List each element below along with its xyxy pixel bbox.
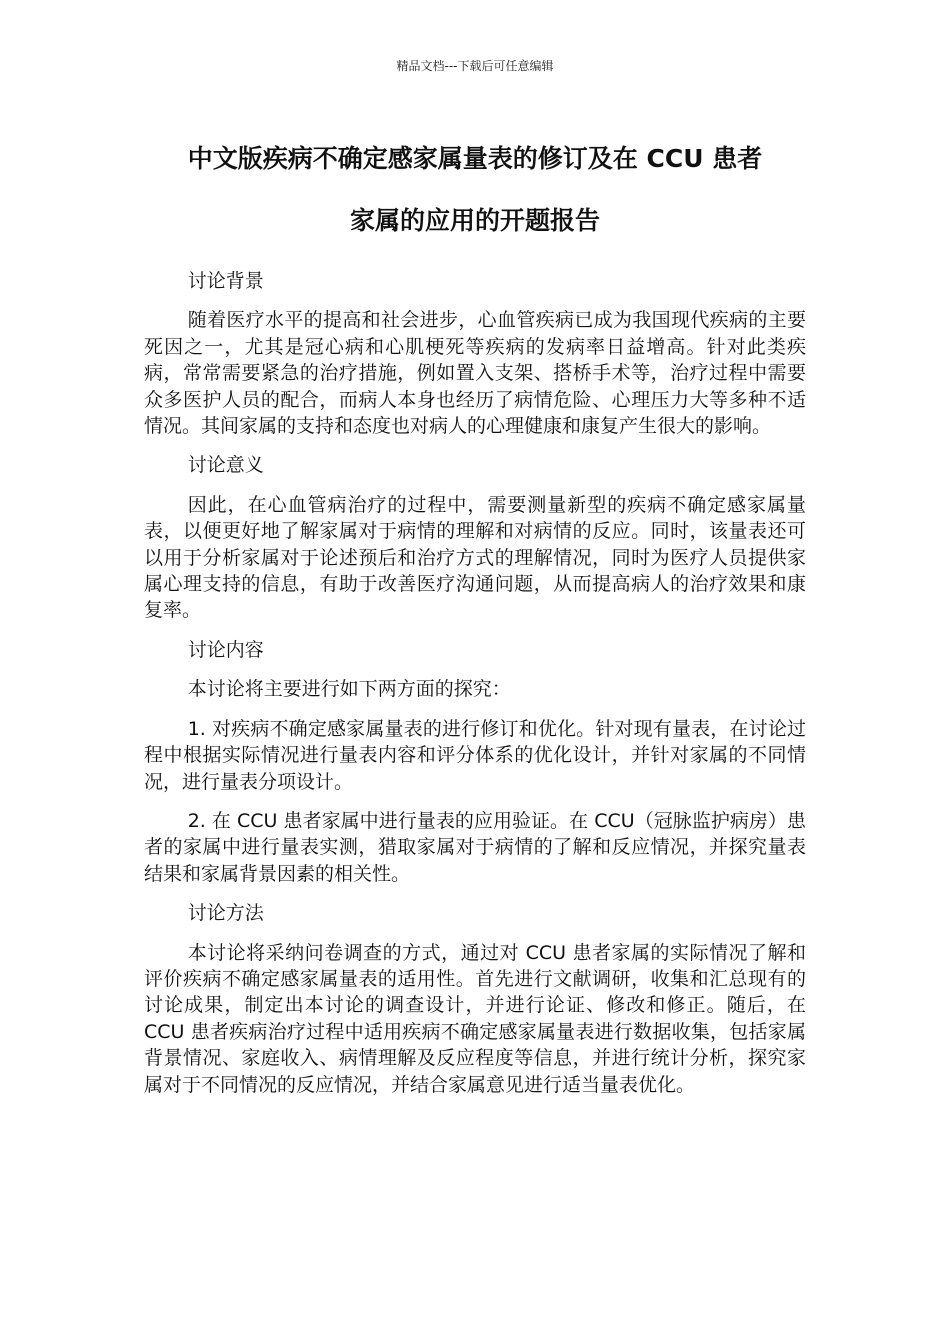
- content-item-1-paragraph: 1. 对疾病不确定感家属量表的进行修订和优化。针对现有量表，在讨论过程中根据实际情况进行量表内容和评分体系的优化设计，并针对家属的不同情况，进行量表分项设计。: [144, 717, 806, 793]
- section-heading-content: 讨论内容: [187, 638, 264, 661]
- section-heading-background: 讨论背景: [187, 270, 264, 292]
- method-paragraph: 本讨论将采纳问卷调查的方式，通过对 CCU 患者家属的实际情况了解和评价疾病不确定感家属量表的适用性。首先进行文献调研，收集和汇总现有的讨论成果，制定出本讨论的调查设计，并进行论证、修改和修正。随后，在 CCU 患者疾病治疗过程中适用疾病不确定感家属量表进行数据收集，包括家属背景情况、家庭收入、病情理解及反应程度等信息，并进行统计分析，探究家属对于不同情况的反应情况，并结合家属意见进行适当量表优化。: [144, 941, 806, 1096]
- significance-paragraph: 因此，在心血管病治疗的过程中，需要测量新型的疾病不确定感家属量表，以便更好地了解家属对于病情的理解和对病情的反应。同时，该量表还可以用于分析家属对于论述预后和治疗方式的理解情况，同时为医疗人员提供家属心理支持的信息，有助于改善医疗沟通问题，从而提高病人的治疗效果和康复率。: [144, 493, 806, 622]
- content-item-2-paragraph: 2. 在 CCU 患者家属中进行量表的应用验证。在 CCU（冠脉监护病房）患者的家属中进行量表实测，猎取家属对于病情的了解和反应情况，并探究量表结果和家属背景因素的相关性。: [144, 809, 806, 885]
- document-title-line-2: 家属的应用的开题报告: [349, 206, 600, 235]
- section-heading-significance: 讨论意义: [187, 454, 264, 477]
- background-paragraph: 随着医疗水平的提高和社会进步，心血管疾病已成为我国现代疾病的主要死因之一，尤其是冠心病和心肌梗死等疾病的发病率日益增高。针对此类疾病，常常需要紧急的治疗措施，例如置入支架、搭桥手术等，治疗过程中需要众多医护人员的配合，而病人本身也经历了病情危险、心理压力大等多种不适情况。其间家属的支持和态度也对病人的心理健康和康复产生很大的影响。: [144, 309, 806, 438]
- document-title: [140, 128, 810, 252]
- content-intro-paragraph: 本讨论将主要进行如下两方面的探究：: [187, 678, 511, 701]
- header-note: 精品文档---下载后可任意编辑: [396, 59, 554, 73]
- document-title-line-1: 中文版疾病不确定感家属量表的修订及在 CCU 患者: [187, 144, 763, 173]
- section-heading-method: 讨论方法: [187, 902, 264, 925]
- document-body: [144, 268, 806, 1111]
